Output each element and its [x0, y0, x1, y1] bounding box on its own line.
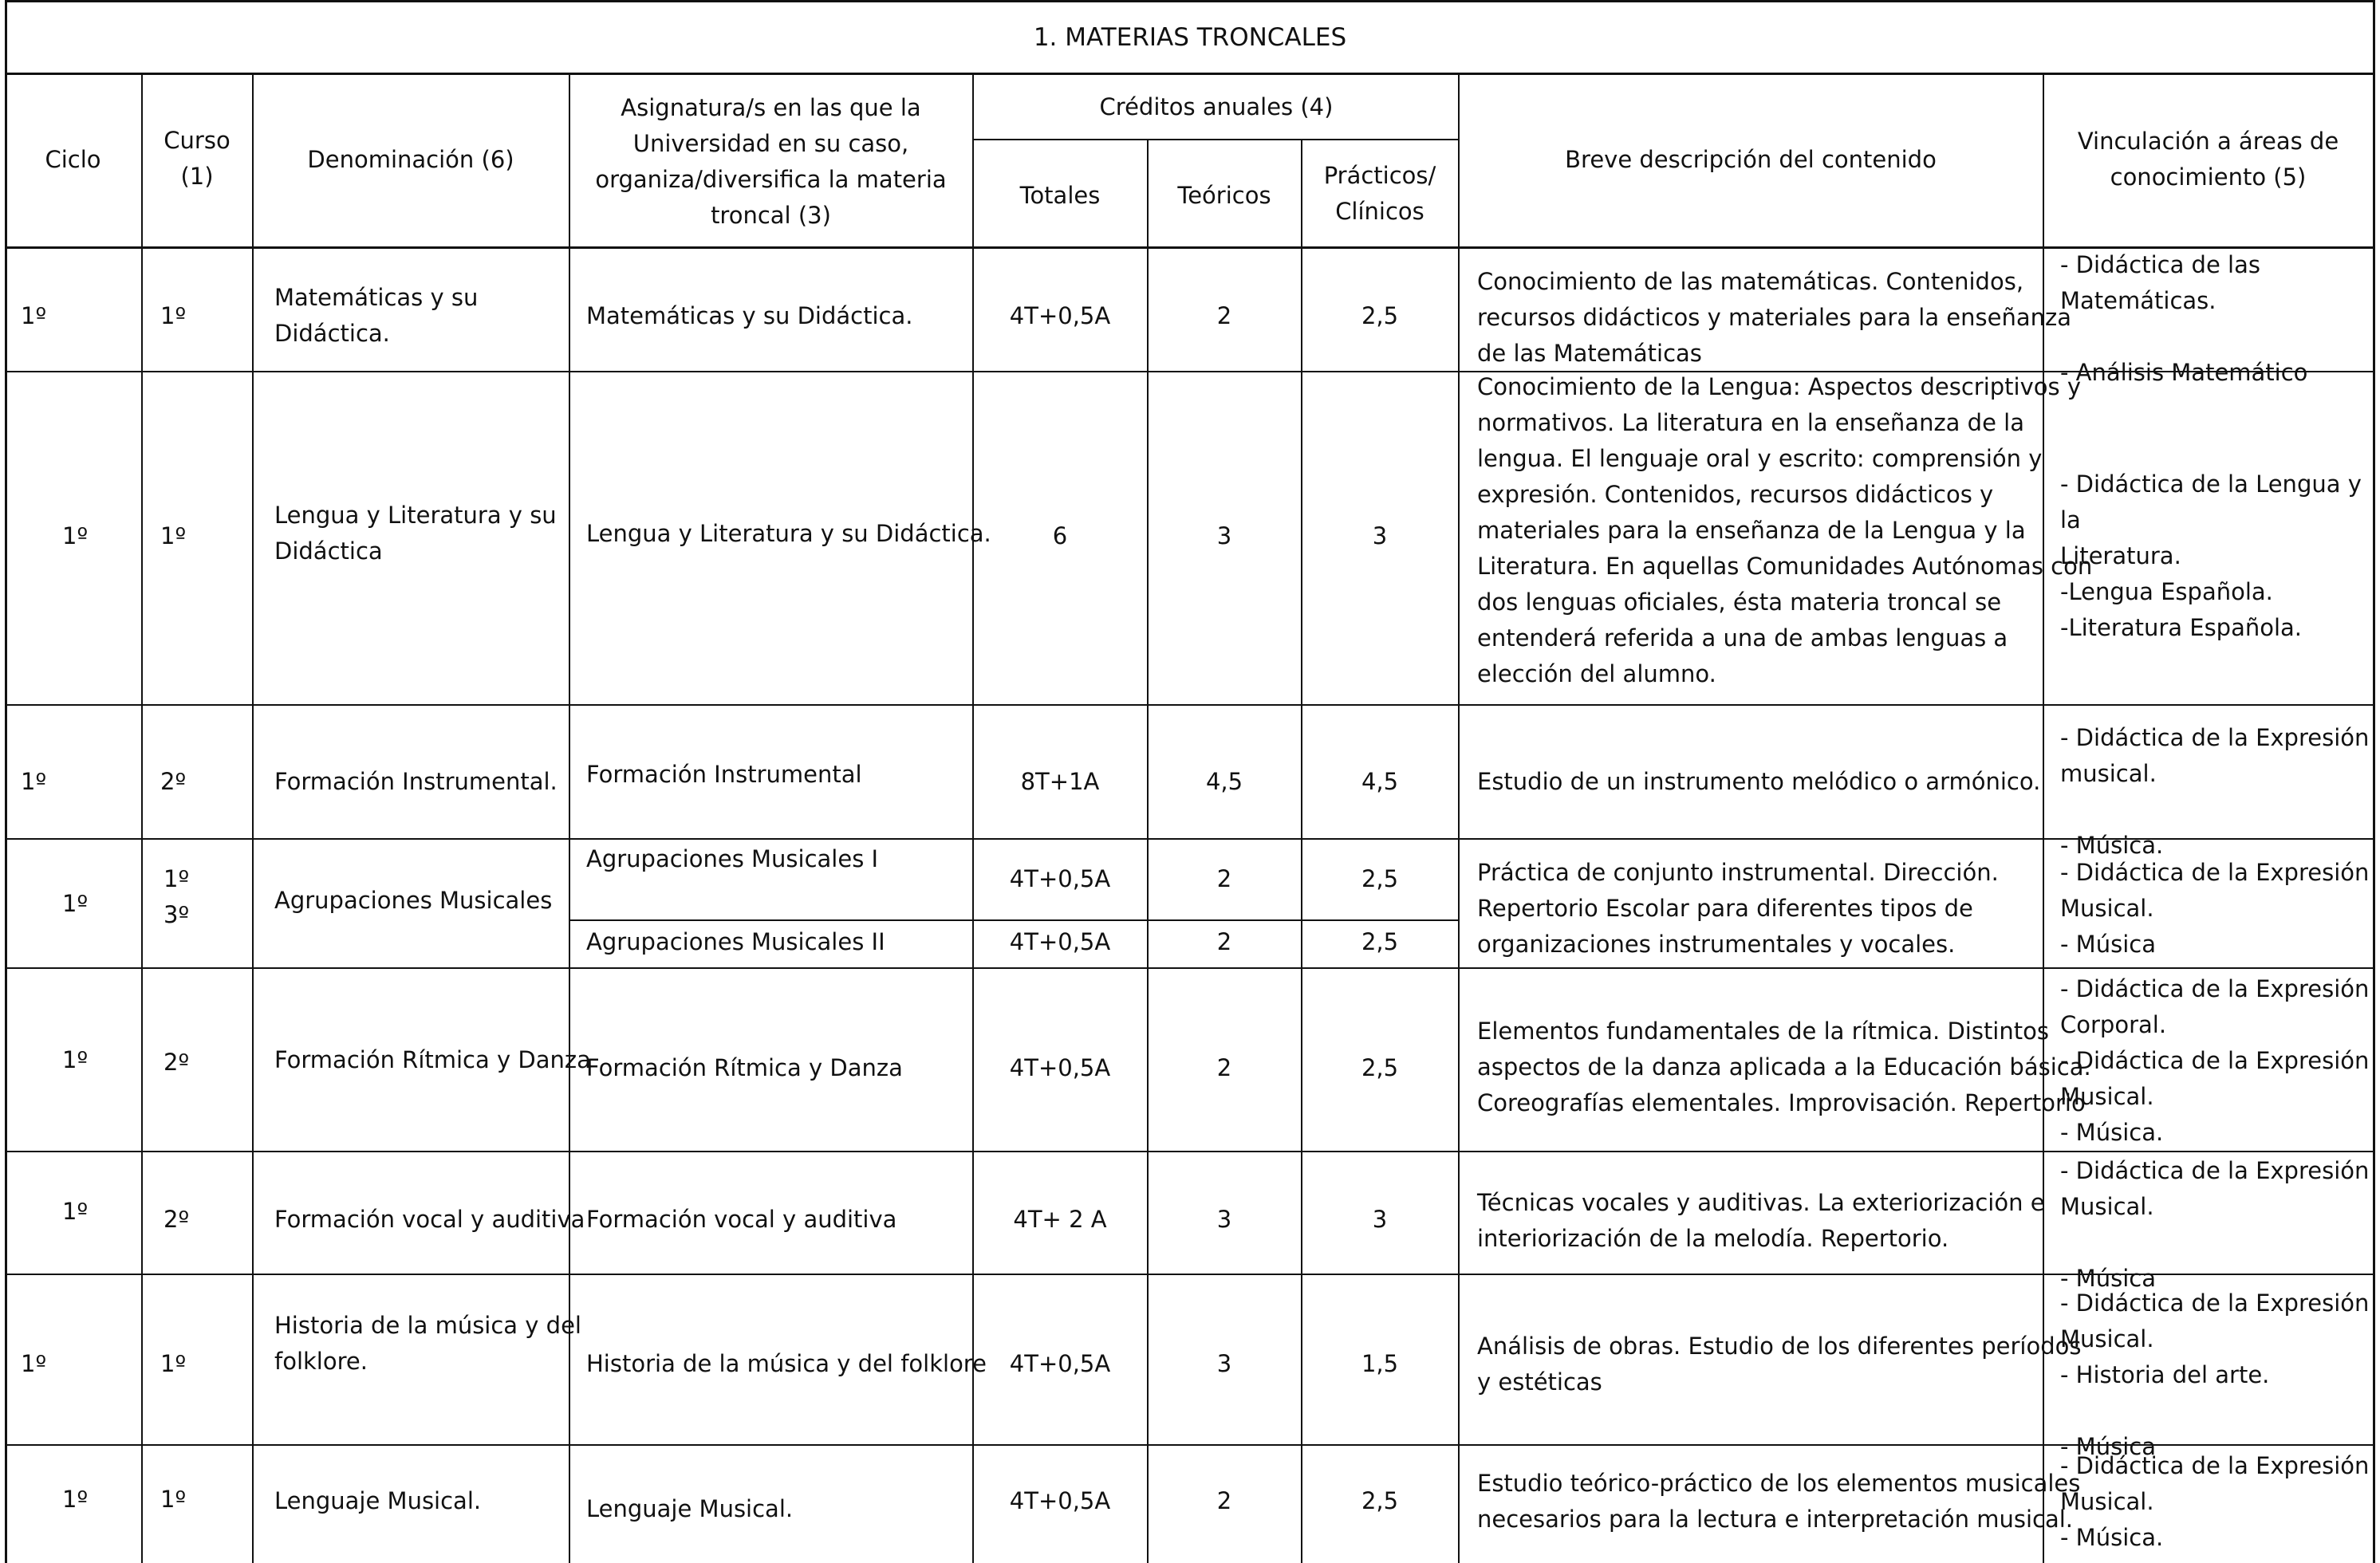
row2-ciclo: 1º — [62, 522, 89, 549]
header-creditos: Créditos anuales (4) — [1099, 93, 1334, 120]
row1-denominacion: Matemáticas y su Didáctica. — [274, 284, 479, 347]
row8-totales: 4T+0,5A — [1009, 1487, 1111, 1514]
row8-asignatura: Lenguaje Musical. — [586, 1495, 794, 1522]
row4-sub1-practicos: 2,5 — [1361, 865, 1399, 892]
row5-asignatura: Formación Rítmica y Danza — [586, 1054, 903, 1081]
header-ciclo: Ciclo — [45, 146, 101, 173]
row1-practicos: 2,5 — [1361, 302, 1399, 329]
row8-curso: 1º — [160, 1486, 187, 1513]
col-rule-4 — [972, 73, 974, 1563]
table-title: 1. MATERIAS TRONCALES — [1033, 23, 1347, 52]
row5-curso: 2º — [164, 1049, 190, 1076]
row3-teoricos: 4,5 — [1205, 768, 1243, 795]
row6-vinculacion: - Didáctica de la Expresión Musical. - Música — [2060, 1157, 2370, 1292]
row6-practicos: 3 — [1372, 1206, 1388, 1233]
row2-asignatura: Lengua y Literatura y su Didáctica. — [586, 520, 991, 547]
row5-descripcion: Elementos fundamentales de la rítmica. Distintos aspectos de la danza aplicada a la Educación básica. Coreografías elementales. Improvisación. Repertorio — [1477, 1018, 2091, 1116]
header-asignatura: Asignatura/s en las que la Universidad en su caso, organiza/diversifica la materia troncal (3) — [595, 94, 947, 229]
row4-curso: 1º 3º — [164, 865, 190, 928]
row1-curso: 1º — [160, 302, 187, 329]
row3-totales: 8T+1A — [1020, 768, 1100, 795]
row6-ciclo: 1º — [62, 1198, 89, 1225]
row-rule-2 — [5, 704, 2375, 706]
row-rule-sub — [569, 919, 1460, 921]
row2-denominacion: Lengua y Literatura y su Didáctica — [274, 502, 557, 565]
row6-teoricos: 3 — [1216, 1206, 1232, 1233]
row4-sub1-teoricos: 2 — [1216, 865, 1232, 892]
row2-vinculacion: - Didáctica de la Lengua y la Literatura. -Lengua Española. -Literatura Española. — [2060, 470, 2362, 641]
row6-totales: 4T+ 2 A — [1013, 1206, 1107, 1233]
row4-vinculacion: - Didáctica de la Expresión Musical. - Música — [2060, 859, 2370, 958]
row7-curso: 1º — [160, 1350, 187, 1377]
row1-ciclo: 1º — [21, 302, 47, 329]
header-denominacion: Denominación (6) — [307, 146, 514, 173]
row8-teoricos: 2 — [1216, 1487, 1232, 1514]
header-curso: Curso (1) — [164, 127, 231, 190]
row1-totales: 4T+0,5A — [1009, 302, 1111, 329]
col-rule-7 — [1458, 73, 1460, 1563]
row3-denominacion: Formación Instrumental. — [274, 768, 558, 795]
row-rule-7 — [5, 1444, 2375, 1446]
row3-ciclo: 1º — [21, 768, 47, 795]
row-rule-3 — [5, 838, 2375, 840]
row4-ciclo: 1º — [62, 890, 89, 917]
row7-practicos: 1,5 — [1361, 1350, 1399, 1377]
row2-totales: 6 — [1052, 522, 1068, 549]
table-border-left — [5, 0, 7, 1563]
row1-teoricos: 2 — [1216, 302, 1232, 329]
row5-ciclo: 1º — [62, 1046, 89, 1073]
header-totales: Totales — [1019, 182, 1101, 209]
row4-sub1-totales: 4T+0,5A — [1009, 865, 1111, 892]
row2-descripcion: Conocimiento de la Lengua: Aspectos descriptivos y normativos. La literatura en la enseñanza de la lengua. El lenguaje oral y escrito: comprensión y expresión. Contenidos, recursos didácticos y materiales para la enseñanza de la Lengua y la Literatura. En aquellas Comunidades Autónomas con dos lenguas oficiales, ésta materia troncal se entenderá referida a una de ambas lenguas a elección del alumno. — [1477, 373, 2093, 687]
row1-descripcion: Conocimiento de las matemáticas. Contenidos, recursos didácticos y materiales para la enseñanza de las Matemáticas — [1477, 268, 2072, 367]
row6-denominacion: Formación vocal y auditiva — [274, 1206, 585, 1233]
row-rule-6 — [5, 1274, 2375, 1275]
header-rule — [5, 246, 2375, 249]
table-border-top — [5, 0, 2375, 2]
row4-denominacion: Agrupaciones Musicales — [274, 887, 553, 914]
row5-denominacion: Formación Rítmica y Danza — [274, 1046, 591, 1073]
row7-asignatura: Historia de la música y del folklore — [586, 1350, 987, 1377]
row3-vinculacion: - Didáctica de la Expresión musical. - Música. — [2060, 724, 2370, 859]
row1-vinculacion: - Didáctica de las Matemáticas. - Análisis Matemático — [2060, 251, 2308, 386]
row7-totales: 4T+0,5A — [1009, 1350, 1111, 1377]
row7-denominacion: Historia de la música y del folklore. — [274, 1312, 581, 1375]
row8-vinculacion: - Didáctica de la Expresión Musical. - Música. — [2060, 1452, 2370, 1551]
header-teoricos: Teóricos — [1177, 182, 1271, 209]
row4-descripcion: Práctica de conjunto instrumental. Dirección. Repertorio Escolar para diferentes tipos de organizaciones instrumentales y vocales. — [1477, 859, 1999, 958]
row5-vinculacion: - Didáctica de la Expresión Corporal. - Didáctica de la Expresión Musical. - Música. — [2060, 975, 2370, 1146]
row7-vinculacion: - Didáctica de la Expresión Musical. - Historia del arte. - Música — [2060, 1289, 2370, 1460]
row8-descripcion: Estudio teórico-práctico de los elementos musicales necesarios para la lectura e interpretación musical. — [1477, 1470, 2081, 1533]
row7-descripcion: Análisis de obras. Estudio de los diferentes períodos y estéticas — [1477, 1333, 2082, 1396]
header-descripcion: Breve descripción del contenido — [1565, 146, 1937, 173]
row4-sub1-asignatura: Agrupaciones Musicales I — [586, 845, 879, 872]
row5-totales: 4T+0,5A — [1009, 1054, 1111, 1081]
row1-asignatura: Matemáticas y su Didáctica. — [586, 302, 913, 329]
row6-curso: 2º — [164, 1206, 190, 1233]
row4-sub2-teoricos: 2 — [1216, 928, 1232, 955]
row3-descripcion: Estudio de un instrumento melódico o armónico. — [1477, 768, 2041, 795]
row-rule-4 — [5, 967, 2375, 969]
row3-curso: 2º — [160, 768, 187, 795]
row5-teoricos: 2 — [1216, 1054, 1232, 1081]
row5-practicos: 2,5 — [1361, 1054, 1399, 1081]
col-rule-1 — [141, 73, 143, 1563]
row7-teoricos: 3 — [1216, 1350, 1232, 1377]
row4-sub2-asignatura: Agrupaciones Musicales II — [586, 928, 885, 955]
row2-practicos: 3 — [1372, 522, 1388, 549]
col-rule-2 — [252, 73, 254, 1563]
row4-sub2-practicos: 2,5 — [1361, 928, 1399, 955]
row7-ciclo: 1º — [21, 1350, 47, 1377]
row4-sub2-totales: 4T+0,5A — [1009, 928, 1111, 955]
title-rule — [5, 73, 2375, 75]
row2-teoricos: 3 — [1216, 522, 1232, 549]
row6-descripcion: Técnicas vocales y auditivas. La exteriorización e interiorización de la melodía. Repertorio. — [1477, 1189, 2045, 1252]
table-border-right — [2373, 0, 2375, 1563]
row-rule-5 — [5, 1151, 2375, 1152]
header-practicos: Prácticos/ Clínicos — [1323, 162, 1436, 225]
row3-practicos: 4,5 — [1361, 768, 1399, 795]
row8-practicos: 2,5 — [1361, 1487, 1399, 1514]
row6-asignatura: Formación vocal y auditiva — [586, 1206, 897, 1233]
row3-asignatura: Formación Instrumental — [586, 761, 862, 788]
row8-ciclo: 1º — [62, 1486, 89, 1513]
creditos-subheader-rule — [972, 139, 1460, 140]
row8-denominacion: Lenguaje Musical. — [274, 1487, 482, 1514]
row2-curso: 1º — [160, 522, 187, 549]
header-vinculacion: Vinculación a áreas de conocimiento (5) — [2077, 128, 2339, 191]
